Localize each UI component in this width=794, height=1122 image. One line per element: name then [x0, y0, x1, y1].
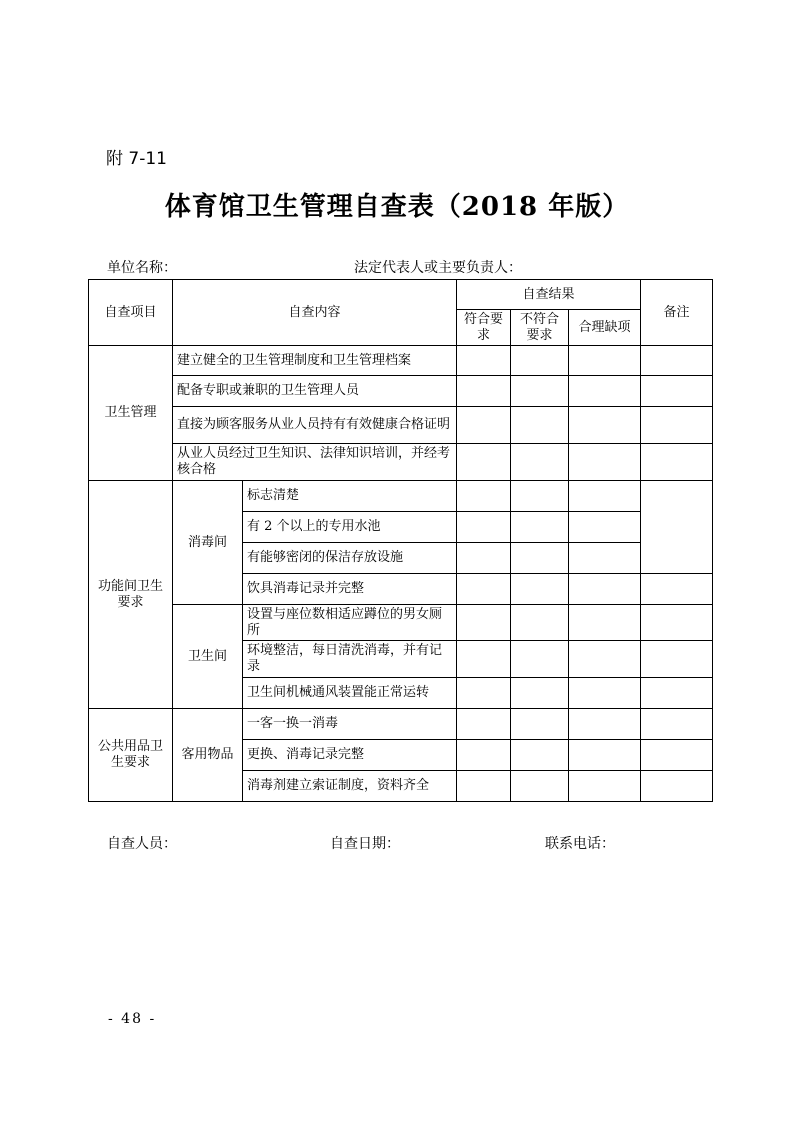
check-content: 标志清楚 — [243, 481, 457, 512]
check-content: 消毒剂建立索证制度，资料齐全 — [243, 771, 457, 802]
missing-cell[interactable] — [569, 740, 641, 771]
remark-cell[interactable] — [641, 481, 713, 574]
header-remark: 备注 — [641, 280, 713, 346]
remark-cell[interactable] — [641, 641, 713, 678]
check-content: 设置与座位数相适应蹲位的男女厕所 — [243, 605, 457, 641]
not-conform-cell[interactable] — [511, 407, 569, 444]
header-conform: 符合要求 — [457, 310, 511, 346]
check-content: 有 2 个以上的专用水池 — [243, 512, 457, 543]
not-conform-cell[interactable] — [511, 678, 569, 709]
missing-cell[interactable] — [569, 512, 641, 543]
unit-name-label: 单位名称： — [107, 260, 177, 276]
conform-cell[interactable] — [457, 709, 511, 740]
missing-cell[interactable] — [569, 407, 641, 444]
section-public-supplies: 公共用品卫生要求 — [89, 709, 173, 802]
attachment-number: 附 7-11 — [106, 149, 167, 169]
remark-cell[interactable] — [641, 444, 713, 481]
check-content: 更换、消毒记录完整 — [243, 740, 457, 771]
not-conform-cell[interactable] — [511, 709, 569, 740]
check-content: 卫生间机械通风装置能正常运转 — [243, 678, 457, 709]
conform-cell[interactable] — [457, 376, 511, 407]
remark-cell[interactable] — [641, 346, 713, 376]
not-conform-cell[interactable] — [511, 346, 569, 376]
missing-cell[interactable] — [569, 678, 641, 709]
not-conform-cell[interactable] — [511, 641, 569, 678]
conform-cell[interactable] — [457, 641, 511, 678]
remark-cell[interactable] — [641, 605, 713, 641]
header-item: 自查项目 — [89, 280, 173, 346]
check-content: 饮具消毒记录并完整 — [243, 574, 457, 605]
remark-cell[interactable] — [641, 771, 713, 802]
not-conform-cell[interactable] — [511, 740, 569, 771]
not-conform-cell[interactable] — [511, 512, 569, 543]
remark-cell[interactable] — [641, 574, 713, 605]
not-conform-cell[interactable] — [511, 376, 569, 407]
missing-cell[interactable] — [569, 481, 641, 512]
missing-cell[interactable] — [569, 641, 641, 678]
inspection-date-label: 自查日期： — [330, 836, 400, 852]
page-title: 体育馆卫生管理自查表（2018 年版） — [164, 192, 630, 222]
section-hygiene-management: 卫生管理 — [89, 346, 173, 481]
conform-cell[interactable] — [457, 543, 511, 574]
self-check-table — [88, 279, 713, 802]
check-content: 配备专职或兼职的卫生管理人员 — [173, 376, 457, 407]
check-content: 建立健全的卫生管理制度和卫生管理档案 — [173, 346, 457, 376]
not-conform-cell[interactable] — [511, 771, 569, 802]
conform-cell[interactable] — [457, 346, 511, 376]
conform-cell[interactable] — [457, 678, 511, 709]
check-content: 有能够密闭的保洁存放设施 — [243, 543, 457, 574]
not-conform-cell[interactable] — [511, 481, 569, 512]
contact-phone-label: 联系电话： — [545, 836, 615, 852]
not-conform-cell[interactable] — [511, 543, 569, 574]
subsection-restroom: 卫生间 — [173, 605, 243, 709]
check-content: 从业人员经过卫生知识、法律知识培训，并经考核合格 — [173, 444, 457, 481]
not-conform-cell[interactable] — [511, 574, 569, 605]
conform-cell[interactable] — [457, 605, 511, 641]
check-content: 直接为顾客服务从业人员持有有效健康合格证明 — [173, 407, 457, 444]
not-conform-cell[interactable] — [511, 444, 569, 481]
section-functional-rooms: 功能间卫生要求 — [89, 481, 173, 709]
missing-cell[interactable] — [569, 376, 641, 407]
missing-cell[interactable] — [569, 346, 641, 376]
header-content: 自查内容 — [173, 280, 457, 346]
header-reasonable-missing: 合理缺项 — [569, 310, 641, 346]
check-content: 一客一换一消毒 — [243, 709, 457, 740]
remark-cell[interactable] — [641, 740, 713, 771]
inspector-label: 自查人员： — [107, 836, 177, 852]
conform-cell[interactable] — [457, 771, 511, 802]
missing-cell[interactable] — [569, 771, 641, 802]
remark-cell[interactable] — [641, 407, 713, 444]
subsection-guest-items: 客用物品 — [173, 709, 243, 802]
check-content: 环境整洁，每日清洗消毒，并有记录 — [243, 641, 457, 678]
subsection-disinfection-room: 消毒间 — [173, 481, 243, 605]
remark-cell[interactable] — [641, 678, 713, 709]
missing-cell[interactable] — [569, 543, 641, 574]
missing-cell[interactable] — [569, 605, 641, 641]
missing-cell[interactable] — [569, 574, 641, 605]
conform-cell[interactable] — [457, 512, 511, 543]
missing-cell[interactable] — [569, 709, 641, 740]
conform-cell[interactable] — [457, 574, 511, 605]
page-number: - 48 - — [108, 1011, 157, 1027]
conform-cell[interactable] — [457, 740, 511, 771]
not-conform-cell[interactable] — [511, 605, 569, 641]
conform-cell[interactable] — [457, 481, 511, 512]
remark-cell[interactable] — [641, 376, 713, 407]
remark-cell[interactable] — [641, 709, 713, 740]
missing-cell[interactable] — [569, 444, 641, 481]
header-not-conform: 不符合要求 — [511, 310, 569, 346]
conform-cell[interactable] — [457, 407, 511, 444]
conform-cell[interactable] — [457, 444, 511, 481]
representative-label: 法定代表人或主要负责人： — [354, 260, 522, 276]
header-result: 自查结果 — [457, 280, 641, 310]
